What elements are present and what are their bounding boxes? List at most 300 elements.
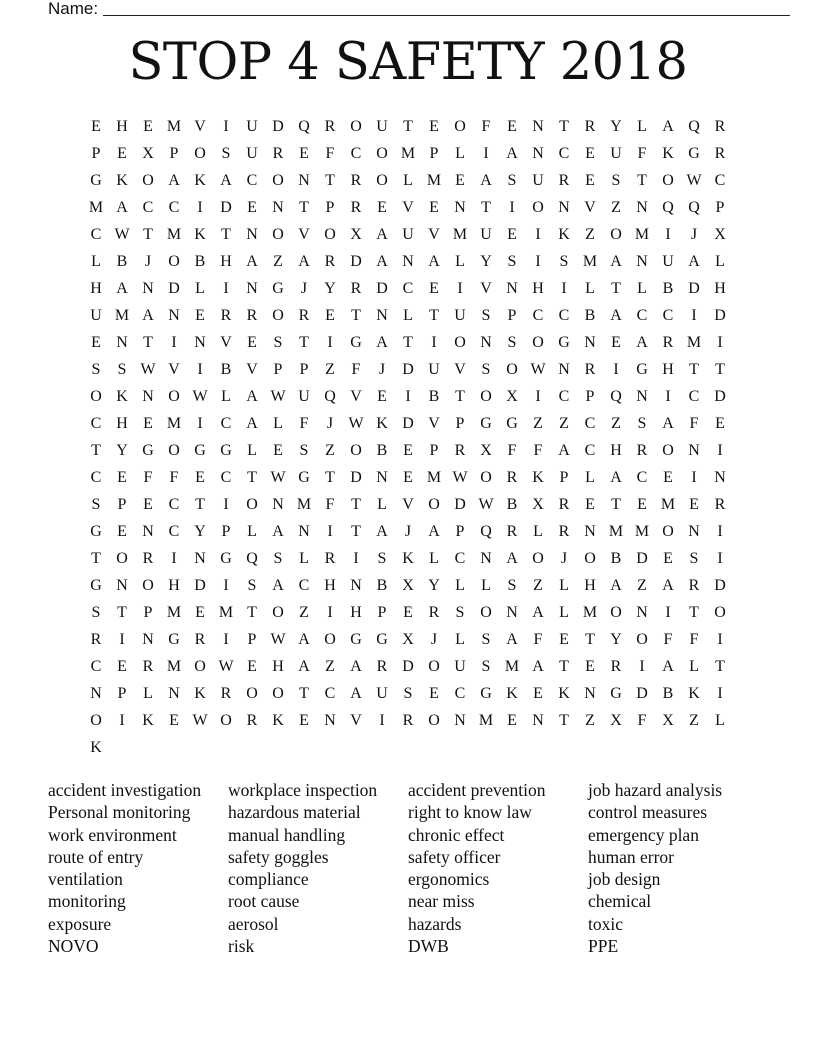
grid-letter: E xyxy=(611,334,621,351)
grid-letter: U xyxy=(376,685,388,702)
grid-letter: I xyxy=(535,388,541,405)
grid-letter: A xyxy=(610,253,622,270)
grid-letter: I xyxy=(665,226,671,243)
grid-letter: C xyxy=(662,307,674,324)
grid-letter: A xyxy=(428,253,440,270)
grid-letter: O xyxy=(610,226,622,243)
word-list-item: chemical xyxy=(588,891,652,912)
grid-letter: S xyxy=(481,307,491,324)
grid-letter: O xyxy=(532,550,544,567)
grid-letter: I xyxy=(223,118,229,135)
grid-letter: E xyxy=(247,658,257,675)
grid-letter: C xyxy=(90,415,102,432)
word-list-item: route of entry xyxy=(48,846,144,867)
grid-letter: M xyxy=(634,226,650,243)
grid-letter: R xyxy=(272,145,284,162)
grid-letter: O xyxy=(480,388,492,405)
grid-letter: A xyxy=(610,307,622,324)
grid-letter: R xyxy=(662,334,674,351)
grid-letter: C xyxy=(558,388,570,405)
grid-letter: S xyxy=(299,442,309,459)
grid-letter: C xyxy=(90,469,102,486)
grid-letter: Z xyxy=(689,712,699,729)
grid-letter: W xyxy=(114,226,130,243)
word-list-item: DWB xyxy=(408,936,449,957)
grid-letter: R xyxy=(506,469,518,486)
grid-letter: I xyxy=(717,523,723,540)
grid-letter: B xyxy=(376,577,388,594)
grid-letter: R xyxy=(558,172,570,189)
grid-letter: P xyxy=(91,145,101,162)
grid-letter: N xyxy=(454,712,466,729)
grid-letter: F xyxy=(689,415,699,432)
grid-letter: T xyxy=(559,712,569,729)
grid-letter: N xyxy=(480,334,492,351)
grid-letter: Q xyxy=(610,388,622,405)
grid-letter: R xyxy=(298,307,310,324)
grid-letter: X xyxy=(532,496,544,513)
grid-letter: R xyxy=(142,658,154,675)
grid-letter: M xyxy=(582,253,598,270)
grid-letter: K xyxy=(558,685,570,702)
grid-letter: G xyxy=(90,577,102,594)
grid-letter: F xyxy=(637,712,647,729)
grid-letter: S xyxy=(273,334,283,351)
grid-letter: B xyxy=(506,496,518,513)
grid-letter: V xyxy=(298,226,310,243)
grid-letter: P xyxy=(507,307,517,324)
grid-letter: I xyxy=(561,280,567,297)
grid-letter: T xyxy=(299,199,309,216)
word-list-item: ventilation xyxy=(48,869,123,890)
grid-letter: O xyxy=(454,334,466,351)
grid-letter: N xyxy=(298,172,310,189)
grid-letter: V xyxy=(194,118,206,135)
grid-letter: S xyxy=(455,604,465,621)
word-list-item: hazards xyxy=(408,913,462,934)
grid-letter: O xyxy=(246,685,258,702)
grid-letter: T xyxy=(481,199,491,216)
grid-letter: A xyxy=(506,145,518,162)
grid-letter: P xyxy=(273,361,283,378)
grid-letter: F xyxy=(351,361,361,378)
grid-letter: P xyxy=(429,145,439,162)
grid-letter: R xyxy=(636,442,648,459)
grid-letter: U xyxy=(454,307,466,324)
grid-letter: D xyxy=(454,496,466,513)
grid-letter: U xyxy=(246,145,258,162)
grid-letter: F xyxy=(533,631,543,648)
grid-letter: R xyxy=(714,145,726,162)
grid-letter: T xyxy=(143,334,153,351)
grid-letter: R xyxy=(558,523,570,540)
grid-letter: A xyxy=(532,604,544,621)
grid-letter: K xyxy=(688,685,700,702)
grid-letter: T xyxy=(351,307,361,324)
grid-letter: K xyxy=(402,550,414,567)
grid-letter: B xyxy=(428,388,440,405)
grid-letter: L xyxy=(455,631,465,648)
grid-letter: T xyxy=(689,361,699,378)
grid-letter: X xyxy=(610,712,622,729)
grid-letter: H xyxy=(584,577,596,594)
grid-letter: T xyxy=(247,469,257,486)
word-list-item: work environment xyxy=(48,824,177,845)
grid-letter: A xyxy=(532,658,544,675)
grid-letter: T xyxy=(247,604,257,621)
grid-letter: N xyxy=(558,361,570,378)
grid-letter: I xyxy=(665,604,671,621)
grid-letter: I xyxy=(717,685,723,702)
grid-letter: N xyxy=(142,631,154,648)
grid-letter: N xyxy=(116,334,128,351)
grid-letter: A xyxy=(272,523,284,540)
grid-letter: G xyxy=(688,145,700,162)
grid-letter: K xyxy=(142,712,154,729)
grid-letter: R xyxy=(584,118,596,135)
grid-letter: W xyxy=(218,658,234,675)
grid-letter: L xyxy=(637,280,647,297)
grid-letter: L xyxy=(377,496,387,513)
grid-letter: T xyxy=(91,442,101,459)
grid-letter: P xyxy=(117,685,127,702)
grid-letter: M xyxy=(426,469,442,486)
grid-letter: N xyxy=(636,604,648,621)
grid-letter: G xyxy=(90,172,102,189)
grid-letter: C xyxy=(636,469,648,486)
grid-letter: N xyxy=(636,199,648,216)
word-list-item: Personal monitoring xyxy=(48,802,191,823)
grid-letter: R xyxy=(506,523,518,540)
grid-letter: N xyxy=(636,253,648,270)
grid-letter: X xyxy=(480,442,492,459)
grid-letter: C xyxy=(688,388,700,405)
grid-letter: P xyxy=(429,442,439,459)
grid-letter: D xyxy=(714,388,726,405)
grid-letter: H xyxy=(272,658,284,675)
grid-letter: P xyxy=(559,469,569,486)
grid-letter: R xyxy=(454,442,466,459)
grid-letter: N xyxy=(194,550,206,567)
grid-letter: I xyxy=(119,712,125,729)
grid-letter: A xyxy=(662,577,674,594)
grid-letter: S xyxy=(273,550,283,567)
grid-letter: I xyxy=(327,604,333,621)
grid-letter: U xyxy=(298,388,310,405)
grid-letter: F xyxy=(533,442,543,459)
grid-letter: E xyxy=(91,334,101,351)
grid-letter: O xyxy=(246,496,258,513)
grid-letter: N xyxy=(142,280,154,297)
grid-letter: O xyxy=(454,118,466,135)
grid-letter: O xyxy=(662,172,674,189)
grid-letter: L xyxy=(247,523,257,540)
grid-letter: V xyxy=(402,496,414,513)
grid-letter: T xyxy=(351,523,361,540)
grid-letter: L xyxy=(299,550,309,567)
grid-letter: N xyxy=(376,307,388,324)
grid-letter: T xyxy=(637,172,647,189)
grid-letter: L xyxy=(559,604,569,621)
grid-letter: E xyxy=(403,469,413,486)
grid-letter: I xyxy=(717,334,723,351)
word-list-item: ergonomics xyxy=(408,869,490,890)
grid-letter: A xyxy=(662,415,674,432)
grid-letter: R xyxy=(90,631,102,648)
grid-letter: I xyxy=(535,226,541,243)
grid-letter: O xyxy=(272,226,284,243)
grid-letter: N xyxy=(298,523,310,540)
word-list-item: chronic effect xyxy=(408,824,505,845)
grid-letter: S xyxy=(117,361,127,378)
grid-letter: L xyxy=(221,388,231,405)
grid-letter: A xyxy=(246,388,258,405)
grid-letter: N xyxy=(350,577,362,594)
grid-letter: I xyxy=(405,388,411,405)
grid-letter: Y xyxy=(116,442,128,459)
grid-letter: G xyxy=(220,442,232,459)
grid-letter: P xyxy=(221,523,231,540)
grid-letter: Y xyxy=(610,118,622,135)
grid-letter: P xyxy=(247,631,257,648)
grid-letter: O xyxy=(350,118,362,135)
grid-letter: C xyxy=(168,496,180,513)
grid-letter: O xyxy=(324,631,336,648)
grid-letter: S xyxy=(507,172,517,189)
grid-letter: J xyxy=(430,631,438,648)
grid-letter: I xyxy=(483,145,489,162)
grid-letter: K xyxy=(272,712,284,729)
grid-letter: L xyxy=(403,172,413,189)
grid-letter: H xyxy=(168,577,180,594)
grid-letter: D xyxy=(402,415,414,432)
grid-letter: C xyxy=(298,577,310,594)
grid-letter: Z xyxy=(325,361,335,378)
grid-letter: C xyxy=(714,172,726,189)
grid-letter: E xyxy=(637,496,647,513)
grid-letter: E xyxy=(533,685,543,702)
grid-letter: Q xyxy=(324,388,336,405)
grid-letter: N xyxy=(584,685,596,702)
grid-letter: O xyxy=(584,550,596,567)
grid-letter: S xyxy=(481,631,491,648)
grid-letter: K xyxy=(116,388,128,405)
grid-letter: X xyxy=(506,388,518,405)
word-list-item: aerosol xyxy=(228,913,279,934)
word-search-grid xyxy=(83,113,733,761)
grid-letter: E xyxy=(247,199,257,216)
grid-letter: R xyxy=(350,199,362,216)
grid-letter: D xyxy=(714,577,726,594)
grid-letter: T xyxy=(455,388,465,405)
grid-letter: B xyxy=(376,442,388,459)
grid-letter: Q xyxy=(298,118,310,135)
grid-letter: G xyxy=(610,685,622,702)
grid-letter: V xyxy=(584,199,596,216)
grid-letter: X xyxy=(402,631,414,648)
grid-letter: M xyxy=(634,523,650,540)
grid-letter: O xyxy=(376,172,388,189)
grid-letter: S xyxy=(559,253,569,270)
grid-letter: A xyxy=(428,523,440,540)
grid-letter: F xyxy=(299,415,309,432)
grid-letter: O xyxy=(220,712,232,729)
grid-letter: C xyxy=(454,550,466,567)
grid-letter: H xyxy=(532,280,544,297)
grid-letter: R xyxy=(688,577,700,594)
grid-letter: R xyxy=(220,307,232,324)
grid-letter: R xyxy=(714,496,726,513)
grid-letter: W xyxy=(270,469,286,486)
grid-letter: A xyxy=(662,658,674,675)
grid-letter: V xyxy=(220,334,232,351)
grid-letter: I xyxy=(197,415,203,432)
grid-letter: G xyxy=(480,685,492,702)
grid-letter: D xyxy=(168,280,180,297)
grid-letter: R xyxy=(610,658,622,675)
grid-letter: S xyxy=(507,577,517,594)
grid-letter: S xyxy=(481,361,491,378)
grid-letter: O xyxy=(350,442,362,459)
grid-letter: N xyxy=(532,145,544,162)
word-list-item: accident prevention xyxy=(408,780,546,800)
grid-letter: E xyxy=(429,199,439,216)
grid-letter: E xyxy=(585,496,595,513)
grid-letter: D xyxy=(402,658,414,675)
grid-letter: I xyxy=(535,253,541,270)
grid-letter: Z xyxy=(585,712,595,729)
grid-letter: B xyxy=(116,253,128,270)
grid-letter: P xyxy=(455,415,465,432)
grid-letter: E xyxy=(663,550,673,567)
word-list-item: near miss xyxy=(408,891,475,912)
grid-letter: N xyxy=(142,523,154,540)
grid-letter: W xyxy=(140,361,156,378)
grid-letter: O xyxy=(168,253,180,270)
grid-letter: L xyxy=(715,253,725,270)
page-title: STOP 4 SAFETY 2018 xyxy=(128,33,688,92)
grid-letter: I xyxy=(613,361,619,378)
grid-letter: L xyxy=(455,577,465,594)
grid-letter: O xyxy=(714,604,726,621)
grid-letter: R xyxy=(428,604,440,621)
grid-letter: U xyxy=(662,253,674,270)
grid-letter: N xyxy=(480,550,492,567)
grid-letter: L xyxy=(91,253,101,270)
grid-letter: G xyxy=(142,442,154,459)
grid-letter: O xyxy=(272,604,284,621)
grid-letter: O xyxy=(610,604,622,621)
grid-letter: Z xyxy=(559,415,569,432)
grid-letter: M xyxy=(166,604,182,621)
grid-letter: N xyxy=(168,307,180,324)
grid-letter: T xyxy=(299,334,309,351)
grid-letter: K xyxy=(194,685,206,702)
grid-letter: D xyxy=(350,253,362,270)
grid-letter: R xyxy=(220,685,232,702)
grid-letter: N xyxy=(194,334,206,351)
grid-letter: T xyxy=(611,280,621,297)
grid-letter: A xyxy=(298,658,310,675)
grid-letter: L xyxy=(403,307,413,324)
grid-letter: Z xyxy=(299,604,309,621)
grid-letter: E xyxy=(403,604,413,621)
grid-letter: N xyxy=(142,388,154,405)
grid-letter: I xyxy=(327,523,333,540)
grid-letter: T xyxy=(299,685,309,702)
grid-letter: I xyxy=(197,199,203,216)
grid-letter: R xyxy=(324,118,336,135)
grid-letter: O xyxy=(428,712,440,729)
grid-letter: O xyxy=(168,442,180,459)
grid-letter: M xyxy=(114,307,130,324)
grid-letter: U xyxy=(428,361,440,378)
grid-letter: L xyxy=(247,442,257,459)
grid-letter: M xyxy=(218,604,234,621)
grid-letter: I xyxy=(639,658,645,675)
grid-letter: Y xyxy=(480,253,492,270)
grid-letter: A xyxy=(662,118,674,135)
grid-letter: C xyxy=(402,280,414,297)
grid-letter: F xyxy=(325,496,335,513)
grid-letter: S xyxy=(247,577,257,594)
grid-letter: X xyxy=(142,145,154,162)
grid-letter: I xyxy=(223,280,229,297)
grid-letter: D xyxy=(402,361,414,378)
grid-letter: R xyxy=(194,631,206,648)
grid-letter: T xyxy=(715,361,725,378)
grid-letter: O xyxy=(506,361,518,378)
word-list-item: job hazard analysis xyxy=(588,780,723,800)
grid-letter: I xyxy=(691,469,697,486)
grid-letter: V xyxy=(428,415,440,432)
grid-letter: M xyxy=(504,658,520,675)
grid-letter: Z xyxy=(637,577,647,594)
grid-letter: F xyxy=(481,118,491,135)
grid-letter: N xyxy=(454,199,466,216)
grid-letter: T xyxy=(559,118,569,135)
word-list-item: manual handling xyxy=(228,824,346,845)
grid-letter: L xyxy=(715,712,725,729)
grid-letter: R xyxy=(324,253,336,270)
grid-letter: E xyxy=(299,712,309,729)
grid-letter: E xyxy=(117,523,127,540)
grid-letter: I xyxy=(717,631,723,648)
word-list-item: root cause xyxy=(228,891,300,912)
grid-letter: H xyxy=(324,577,336,594)
grid-letter: I xyxy=(717,442,723,459)
grid-letter: S xyxy=(689,550,699,567)
grid-letter: K xyxy=(194,226,206,243)
grid-letter: O xyxy=(168,388,180,405)
grid-letter: N xyxy=(532,118,544,135)
grid-letter: T xyxy=(403,118,413,135)
grid-letter: V xyxy=(350,388,362,405)
grid-letter: E xyxy=(455,172,465,189)
grid-letter: Y xyxy=(324,280,336,297)
grid-letter: L xyxy=(273,415,283,432)
word-list-item: right to know law xyxy=(408,802,532,823)
grid-letter: A xyxy=(506,631,518,648)
grid-letter: E xyxy=(143,118,153,135)
grid-letter: E xyxy=(429,118,439,135)
grid-letter: T xyxy=(117,604,127,621)
word-list-item: NOVO xyxy=(48,936,99,957)
grid-letter: G xyxy=(636,361,648,378)
grid-letter: P xyxy=(585,388,595,405)
grid-letter: U xyxy=(90,307,102,324)
grid-letter: K xyxy=(662,145,674,162)
